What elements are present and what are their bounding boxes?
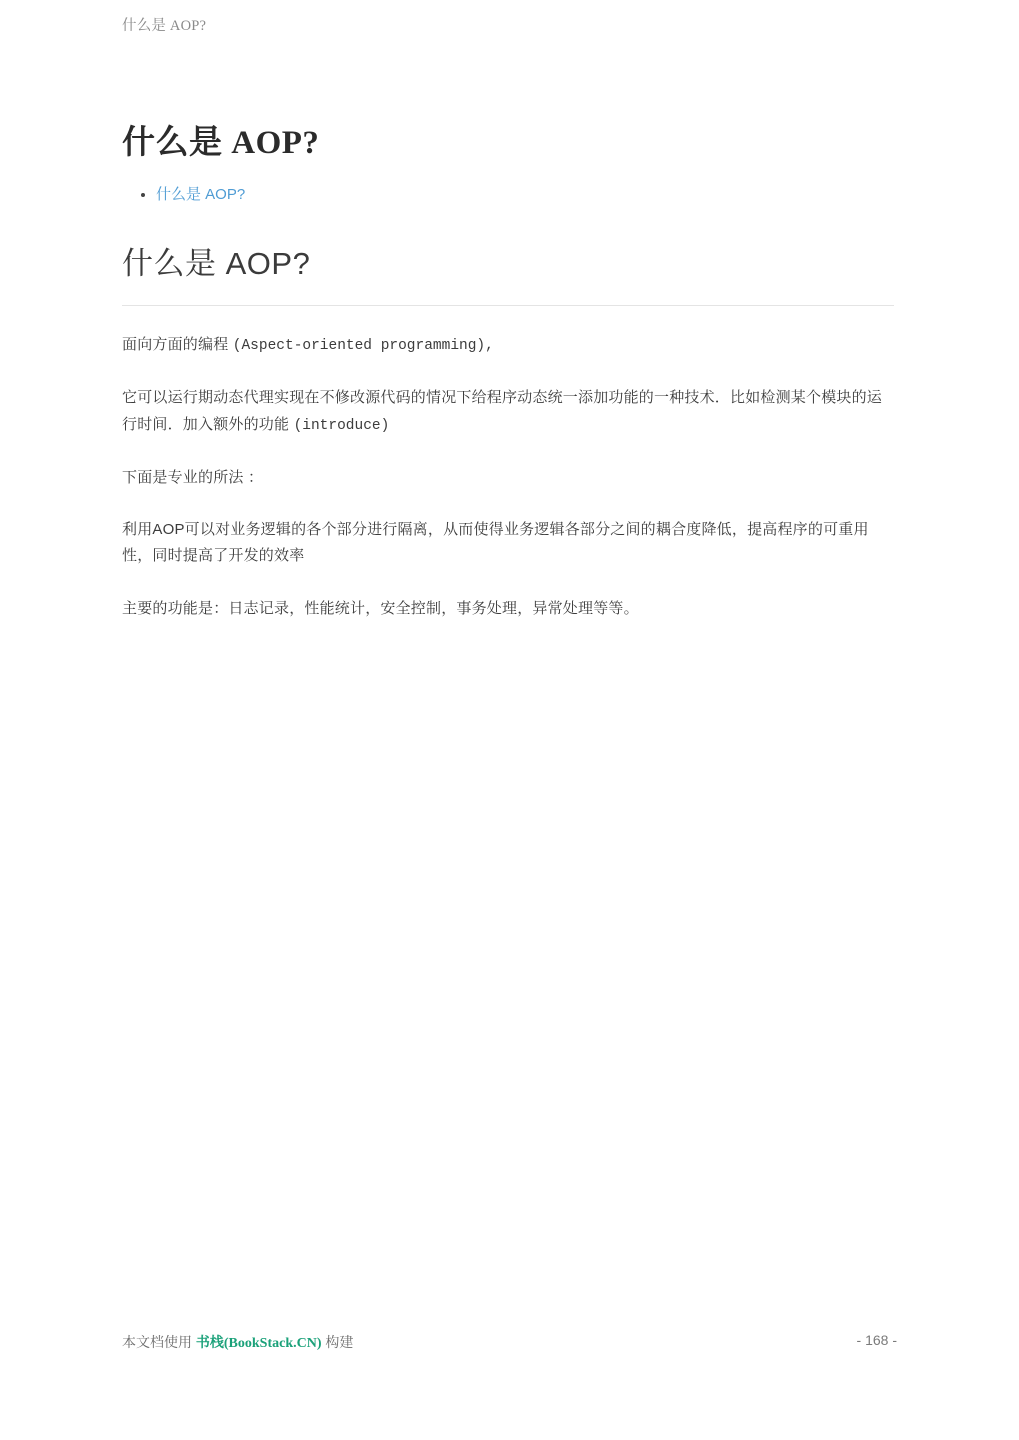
section-heading: 什么是 AOP?	[122, 238, 894, 306]
toc-item[interactable]	[156, 183, 894, 204]
footer-credit	[122, 1332, 353, 1352]
paragraph-4	[122, 517, 894, 570]
footer-credit-suffix: 构建	[321, 1334, 354, 1350]
paragraph-5-text: 主要的功能是：日志记录，性能统计，安全控制，事务处理，异常处理等等。	[122, 599, 639, 617]
paragraph-1-text: 面向方面的编程	[122, 335, 233, 353]
paragraph-1-code: (Aspect-oriented programming),	[232, 337, 494, 354]
document-content	[122, 122, 894, 622]
header-divider	[0, 44, 1019, 45]
running-header-title: 什么是 AOP?	[122, 18, 207, 34]
paragraph-5	[122, 596, 894, 622]
paragraph-2-text: 它可以运行期动态代理实现在不修改源代码的情况下给程序动态统一添加功能的一种技术．比如检测某个模块的运行时间．加入额外的功能	[122, 389, 883, 433]
page-number: - 168 -	[856, 1332, 897, 1348]
page-title: 什么是 AOP?	[122, 125, 320, 161]
bookstack-link[interactable]: 书栈(BookStack.CN)	[195, 1336, 322, 1351]
paragraph-2	[122, 385, 894, 439]
paragraph-3	[122, 465, 894, 491]
table-of-contents	[122, 183, 894, 204]
paragraph-1	[122, 332, 894, 359]
paragraph-2-code: (introduce)	[293, 417, 390, 434]
paragraph-4-text: 利用AOP可以对业务逻辑的各个部分进行隔离，从而使得业务逻辑各部分之间的耦合度降低，提高程序的可重用性，同时提高了开发的效率	[122, 521, 869, 565]
toc-link[interactable]: 什么是 AOP?	[156, 185, 246, 203]
page-footer	[122, 1332, 897, 1352]
paragraph-3-text: 下面是专业的所法 ：	[122, 468, 264, 486]
footer-credit-prefix: 本文档使用	[122, 1334, 196, 1350]
